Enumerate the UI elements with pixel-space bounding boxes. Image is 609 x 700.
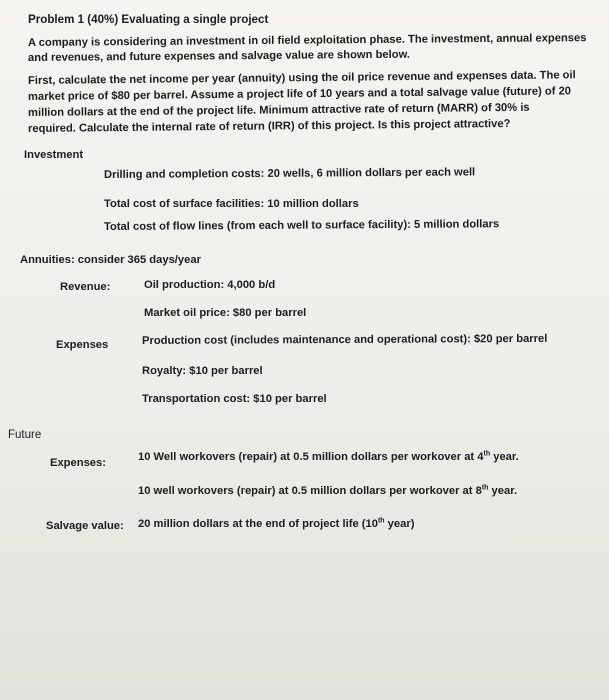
annuities-heading: Annuities: consider 365 days/year bbox=[20, 254, 201, 266]
task-line-1: First, calculate the net income per year (annuity) using the oil price revenue and expenses data. The oil bbox=[27, 69, 576, 87]
revenue-oil-production: Oil production: 4,000 b/d bbox=[144, 279, 276, 291]
investment-item-flowlines: Total cost of flow lines (from each well to surface facility): 5 million dollars bbox=[103, 218, 500, 233]
investment-item-surface: Total cost of surface facilities: 10 million dollars bbox=[104, 198, 359, 210]
expense-transportation: Transportation cost: $10 per barrel bbox=[142, 393, 327, 405]
future-expenses-label: Expenses: bbox=[50, 457, 106, 469]
salvage-value-text: 20 million dollars at the end of project life (10th year) bbox=[138, 517, 415, 530]
bleed-through-text bbox=[300, 143, 303, 155]
salvage-value-label: Salvage value: bbox=[46, 520, 124, 532]
future-workover-8th: 10 well workovers (repair) at 0.5 million dollars per workover at 8th year. bbox=[138, 484, 518, 497]
revenue-label: Revenue: bbox=[60, 281, 111, 293]
problem-title: Problem 1 (40%) Evaluating a single project bbox=[28, 13, 269, 26]
expense-royalty: Royalty: $10 per barrel bbox=[142, 365, 263, 377]
investment-item-drilling: Drilling and completion costs: 20 wells, 6 million dollars per each well bbox=[103, 166, 476, 181]
intro-line-1: A company is considering an investment in oil field exploitation phase. The investment, annual expenses bbox=[27, 32, 587, 49]
task-line-4: required. Calculate the internal rate of return (IRR) of this project. Is this project attractive? bbox=[27, 117, 511, 135]
intro-line-2: and revenues, and future expenses and salvage value are shown below. bbox=[27, 48, 411, 64]
investment-heading: Investment bbox=[24, 149, 84, 161]
expense-production-cost: Production cost (includes maintenance and operational cost): $20 per barrel bbox=[141, 332, 548, 347]
future-workover-4th: 10 Well workovers (repair) at 0.5 million dollars per workover at 4th year. bbox=[138, 450, 519, 463]
revenue-oil-price: Market oil price: $80 per barrel bbox=[144, 307, 307, 319]
expenses-label: Expenses bbox=[56, 339, 109, 351]
task-line-3: million dollars at the end of the project life. Minimum attractive rate of return (MARR) of 30% is bbox=[27, 101, 530, 119]
future-heading: Future bbox=[8, 429, 42, 441]
task-line-2: market price of $80 per barrel. Assume a project life of 10 years and a total salvage value (future) of 20 bbox=[27, 85, 572, 103]
